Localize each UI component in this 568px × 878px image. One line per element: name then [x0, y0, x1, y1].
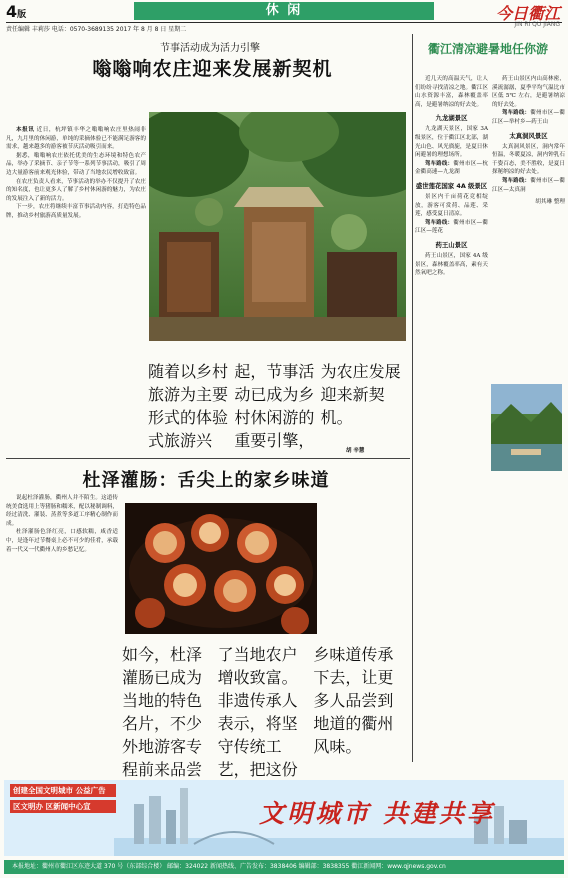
column-divider [412, 34, 413, 762]
right-article-author: 胡其琳 整理 [535, 199, 565, 206]
article-1-kicker: 节事活动成为活力引擎 [160, 43, 260, 54]
article-2-continued [122, 642, 404, 803]
farm-photo-image [149, 112, 406, 341]
driving-route [415, 219, 488, 236]
sausage-photo [125, 503, 317, 634]
masthead [0, 0, 568, 33]
article-2-paragraph: 如今，杜泽灌肠已成为当地的特色名片，不少外地游客专程前来品尝 了当地农户增收致富。 [122, 645, 298, 779]
article-1-lead: 近日，杭坪镇丰华之嗡嗡响农庄里热闹非凡，九月里的休闲游，单纯的采摘体验已不能满足游客的需求，越来越多的游客被节庆活动吸引而来。 [6, 127, 146, 151]
route-text: 衢州市区—衢江区—莲花 [415, 219, 488, 235]
right-article-headline: 衢江清凉避暑地任你游 [427, 42, 548, 56]
route-text: 衢州市区—衢江区—太真洞 [492, 177, 565, 193]
driving-route [492, 109, 565, 126]
right-paragraph: 近几天的高温天气，让人们纷纷寻找清凉之地。衢江区山水资源丰富，森林覆盖率高，是避暑纳凉的好去处。 [415, 76, 488, 108]
scenic-spot-heading: 太真洞风景区 [509, 131, 548, 140]
article-1-author: 胡 辛慧 [346, 448, 365, 454]
photo-caption: 随着以乡村旅游为主要形式的体验式旅游兴起，节事活动已成为乡村休闲游的重要引擎，为农庄发展迎来新契机。 [148, 362, 401, 450]
article-1-caption [148, 359, 402, 451]
right-article-column-2 [492, 75, 565, 207]
article-2-paragraph: 非遗传承人表示，将坚守传统工艺，把这份 乡味道传承下去，让更多人品尝到地道的衢州风味。 [217, 645, 394, 779]
route-text: 衢州市区—杭金衢高速—九龙湖 [415, 160, 488, 176]
article-1-paragraph: 据悉，嗡嗡响农庄依托优美的生态环境和特色农产品，举办了采摘节、亲子节等一系列节事活动，吸引了周边大量游客前来观光体验，带动了当地农民增收致富。 [6, 152, 146, 176]
banner-slogan: 文明城市 共建共享 [259, 799, 495, 828]
route-label: 驾车路线： [502, 110, 531, 117]
article-2-paragraph: 说起杜泽灌肠，衢州人并不陌生。这道传统美食选用上等猪肠和糯米，配以秘制调料，经过清洗、灌装、蒸煮等多道工序精心制作而成。 [6, 495, 118, 527]
right-paragraph: 药王山景区，国家 4A 级景区，森林覆盖率高，素有天然氧吧之称。 [415, 252, 488, 277]
page-number-value: 4 [6, 2, 18, 21]
section-name: 休 闲 [134, 2, 434, 20]
banner-line: 创建全国文明城市 公益广告 [10, 784, 116, 797]
right-paragraph: 太真洞风景区，洞内常年恒温，冬暖夏凉，洞内钟乳石千姿百态，美不胜收，是夏日探秘纳凉的好去处。 [492, 143, 565, 176]
page-number [6, 2, 26, 21]
newspaper-logo-pinyin: JIN RI QU JIANG [514, 21, 560, 28]
farm-photo [149, 112, 406, 341]
right-paragraph: 景区内千亩荷花竞相绽放，游客可赏荷、品莲、采莲，感受夏日清凉。 [415, 193, 488, 218]
article-1-paragraph: 下一步，农庄将继续丰富节事活动内容，打造特色品牌，推动乡村旅游高质量发展。 [6, 204, 146, 219]
article-1-byline: 本报讯 [16, 127, 35, 133]
route-label: 驾车路线： [425, 219, 454, 226]
scenic-spot-heading: 九龙湖景区 [435, 114, 468, 123]
driving-route [492, 177, 565, 194]
right-paragraph: 药王山景区内山高林密，溪流潺潺，夏季平均气温比市区低 5℃ 左右，是避暑纳凉的好去处。 [492, 76, 565, 108]
scenic-spot-heading: 盛世莲花国家 4A 级景区 [415, 181, 488, 190]
scenic-spot-heading: 药王山景区 [435, 240, 468, 249]
banner-line: 区文明办 区新闻中心宣 [10, 800, 116, 813]
route-label: 驾车路线： [502, 177, 531, 184]
sausage-photo-image [125, 503, 317, 634]
right-article-column-1 [415, 75, 488, 278]
article-1-paragraph: 在农庄负责人看来，节事活动的举办不仅提升了农庄的知名度，也让更多人了解了乡村休闲游的魅力，为农庄的发展注入了新的活力。 [6, 178, 146, 202]
right-paragraph: 九龙湖天景区，国家 3A 级景区，位于衢江区北部，湖光山色、风光旖旎，是夏日休闲避暑的理想场所。 [415, 126, 488, 159]
public-service-banner [4, 780, 564, 856]
driving-route [415, 160, 488, 177]
newspaper-logo: 今日衢江 [495, 4, 560, 23]
route-text: 衢州市区—衢江区—举村乡—药王山 [492, 110, 565, 125]
article-1-headline: 嗡嗡响农庄迎来发展新契机 [92, 58, 333, 80]
editor-meta: 责任编辑 丰莉莎 电话：0570-3689135 2017 年 8 月 8 日 星期二 [6, 22, 562, 33]
article-2-body [6, 494, 118, 554]
scenery-photo [491, 384, 562, 471]
article-1-body [6, 126, 146, 221]
section-divider [6, 458, 410, 459]
scenery-photo-image [491, 384, 562, 471]
route-label: 驾车路线： [425, 160, 454, 167]
page-number-suffix: 版 [17, 10, 27, 20]
newspaper-footer: 本报地址：衢州市衢江区东迹大道 370 号（东部综合楼） 邮编：324022 新闻热线、广告发布：3838406 编辑部：3838355 衢江新闻网：www.qjnews.gov.cn [4, 860, 564, 874]
article-2-headline: 杜泽灌肠：舌尖上的家乡味道 [82, 470, 330, 491]
article-2-paragraph: 杜泽灌肠色泽红亮，口感软糯，咸香适中，是逢年过节餐桌上必不可少的佳肴，承载着一代又一代衢州人的乡愁记忆。 [6, 529, 118, 553]
